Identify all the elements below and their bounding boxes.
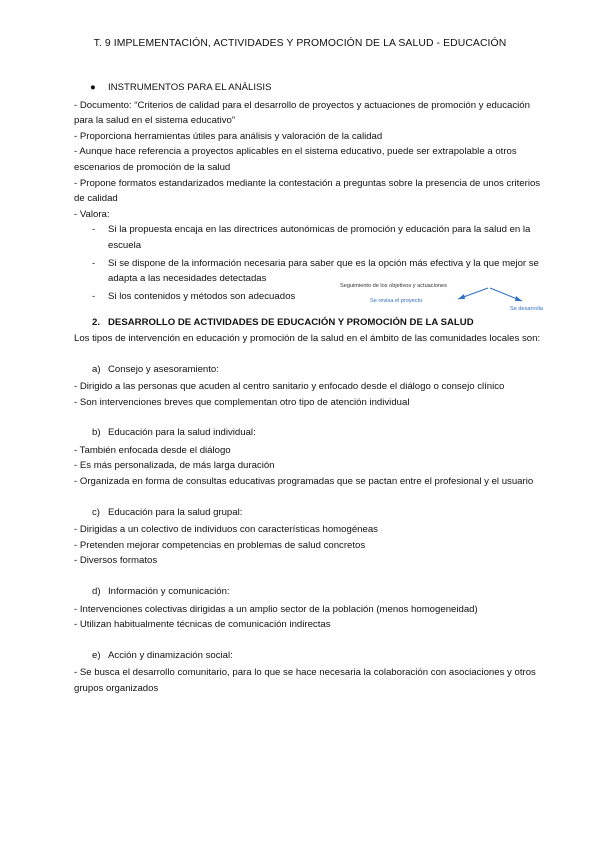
- bullet-icon: ●: [90, 82, 96, 93]
- text-line: - Utilizan habitualmente técnicas de comunicación indirectas: [74, 619, 331, 631]
- text-line: - Pretenden mejorar competencias en problemas de salud concretos: [74, 539, 366, 551]
- text-line: - Se busca el desarrollo comunitario, para lo que se hace necesaria la colaboración con asociaciones y otros grupos organizados: [74, 667, 536, 694]
- valora-text: Si los contenidos y métodos son adecuados: [108, 290, 296, 302]
- dash-marker: -: [92, 257, 96, 269]
- subsection-letter: a): [92, 363, 101, 375]
- subsection-letter: b): [92, 427, 101, 439]
- subsection-heading: [74, 362, 544, 378]
- text-line: - También enfocada desde el diálogo: [74, 444, 231, 456]
- subsection-title: Educación para la salud individual:: [108, 427, 256, 439]
- text-line: - Intervenciones colectivas dirigidas a un amplio sector de la población (menos homogeneidad): [74, 603, 478, 615]
- dash-marker: -: [92, 290, 96, 302]
- subsection-title: Consejo y asesoramiento:: [108, 363, 219, 375]
- subsection-letter: d): [92, 586, 101, 598]
- section-1-heading: [74, 80, 544, 96]
- subsection-letter: e): [92, 649, 101, 661]
- section-1-title: INSTRUMENTOS PARA EL ANÁLISIS: [108, 82, 272, 93]
- text-line: - Organizada en forma de consultas educativas programadas que se pactan entre el profesional y el usuario: [74, 476, 534, 488]
- handwritten-annotation: [340, 279, 560, 319]
- annotation-text: Se desarrolla: [510, 306, 543, 312]
- text-line: - Dirigido a las personas que acuden al centro sanitario y enfocado desde el diálogo o consejo clínico: [74, 381, 505, 393]
- valora-text: Si la propuesta encaja en las directrices autonómicas de promoción y educación para la salud en la escuela: [108, 224, 531, 251]
- text-line: - Propone formatos estandarizados mediante la contestación a preguntas sobre la presencia de unos criterios de calidad: [74, 177, 541, 205]
- subsection-heading: [74, 584, 544, 600]
- annotation-text: Se revisa el proyecto: [370, 298, 423, 304]
- text-line: - Diversos formatos: [74, 555, 158, 567]
- subsection-title: Acción y dinamización social:: [108, 649, 233, 661]
- subsection-title: Educación para la salud grupal:: [108, 506, 243, 518]
- dash-marker: -: [92, 224, 96, 236]
- subsection-heading: [74, 505, 544, 521]
- annotation-text: Seguimiento de los objetivos y actuaciones: [340, 283, 447, 289]
- subsection-title: Información y comunicación:: [108, 586, 230, 598]
- subsection-letter: c): [92, 506, 100, 518]
- text-line: - Documento: “Criterios de calidad para el desarrollo de proyectos y actuaciones de promoción y educación para la salud en el sistema educativo”: [74, 99, 530, 127]
- section-2-intro: Los tipos de intervención en educación y promoción de la salud en el ámbito de las comunidades locales son:: [74, 332, 541, 344]
- text-line: - Aunque hace referencia a proyectos aplicables en el sistema educativo, puede ser extrapolable a otros escenarios de promoción de la salud: [74, 146, 517, 173]
- page-title: T. 9 IMPLEMENTACIÓN, ACTIVIDADES Y PROMOCIÓN DE LA SALUD - EDUCACIÓN: [93, 38, 507, 49]
- subsection-heading: [74, 425, 544, 441]
- section-number: 2.: [92, 317, 101, 329]
- text-line: - Proporciona herramientas útiles para análisis y valoración de la calidad: [74, 130, 383, 142]
- text-line: - Son intervenciones breves que complementan otro tipo de atención individual: [74, 396, 410, 408]
- text-line: - Es más personalizada, de más larga duración: [74, 460, 275, 472]
- subsection-heading: [74, 648, 544, 664]
- text-line: - Valora:: [74, 208, 110, 220]
- document-body: [74, 80, 544, 697]
- text-line: - Dirigidas a un colectivo de individuos con características homogéneas: [74, 524, 378, 536]
- section-2-title: DESARROLLO DE ACTIVIDADES DE EDUCACIÓN Y PROMOCIÓN DE LA SALUD: [108, 317, 474, 329]
- valora-item: [74, 222, 544, 253]
- valora-text: Si se dispone de la información necesaria para saber que es la opción más efectiva y la que mejor se adapta a las necesidades detectadas: [108, 257, 539, 285]
